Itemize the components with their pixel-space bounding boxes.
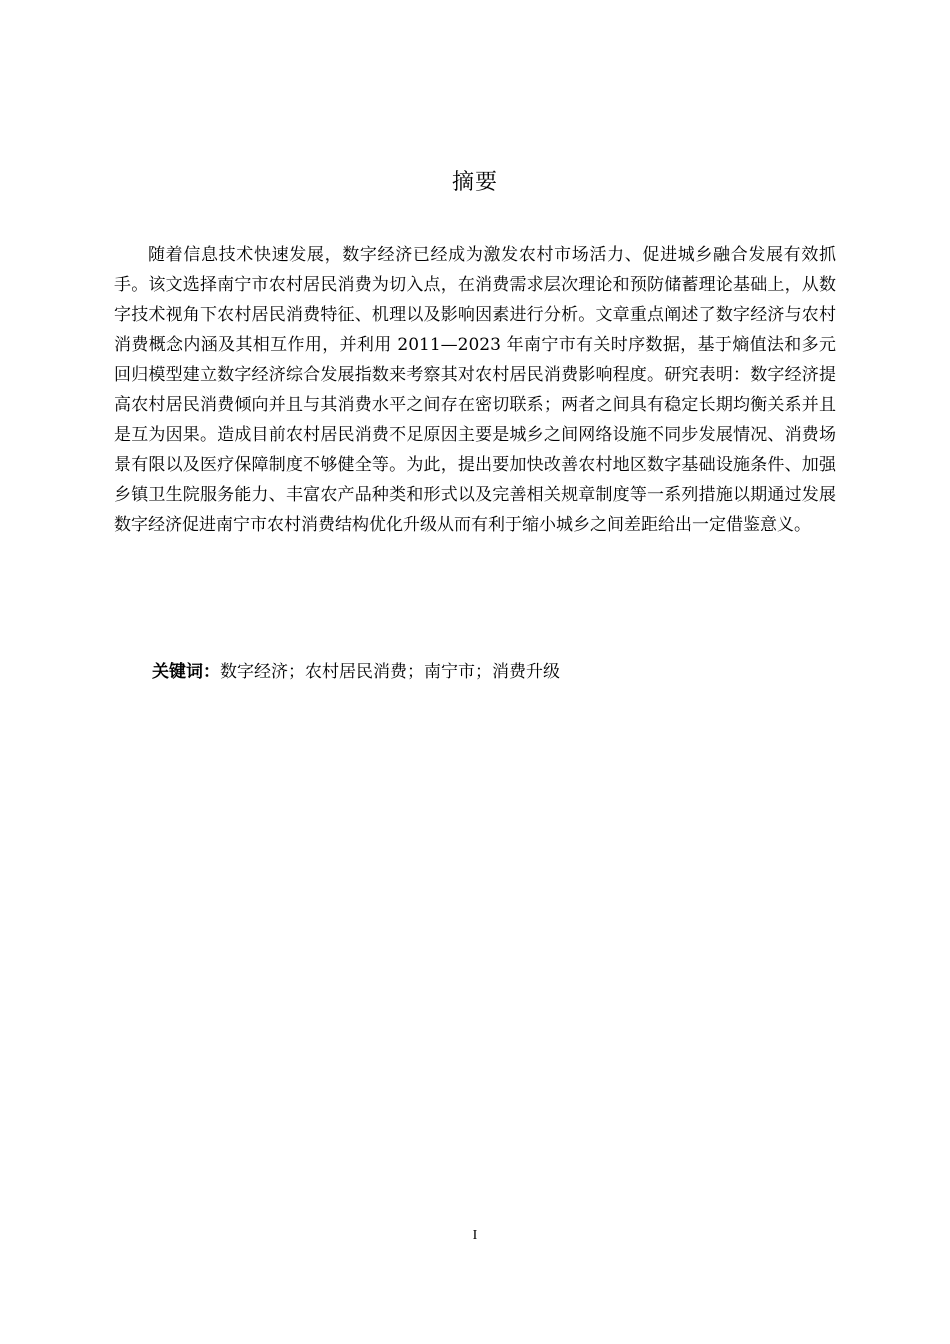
keywords-line (152, 657, 832, 687)
page-number: I (472, 1228, 478, 1243)
keywords-text: 数字经济；农村居民消费；南宁市；消费升级 (220, 662, 560, 682)
keywords-label: 关键词： (152, 662, 220, 682)
abstract-body: 随着信息技术快速发展，数字经济已经成为激发农村市场活力、促进城乡融合发展有效抓手。该文选择南宁市农村居民消费为切入点，在消费需求层次理论和预防储蓄理论基础上，从数字技术视角下农村居民消费特征、机理以及影响因素进行分析。文章重点阐述了数字经济与农村消费概念内涵及其相互作用，并利用 2011—2023 年南宁市有关时序数据，基于熵值法和多元回归模型建立数字经济综合发展指数来考察其对农村居民消费影响程度。研究表明：数字经济提高农村居民消费倾向并且与其消费水平之间存在密切联系；两者之间具有稳定长期均衡关系并且是互为因果。造成目前农村居民消费不足原因主要是城乡之间网络设施不同步发展情况、消费场景有限以及医疗保障制度不够健全等。为此，提出要加快改善农村地区数字基础设施条件、加强乡镇卫生院服务能力、丰富农产品种类和形式以及完善相关规章制度等一系列措施以期通过发展数字经济促进南宁市农村消费结构优化升级从而有利于缩小城乡之间差距给出一定借鉴意义。 (114, 245, 836, 535)
abstract-title: 摘要 (451, 170, 498, 195)
